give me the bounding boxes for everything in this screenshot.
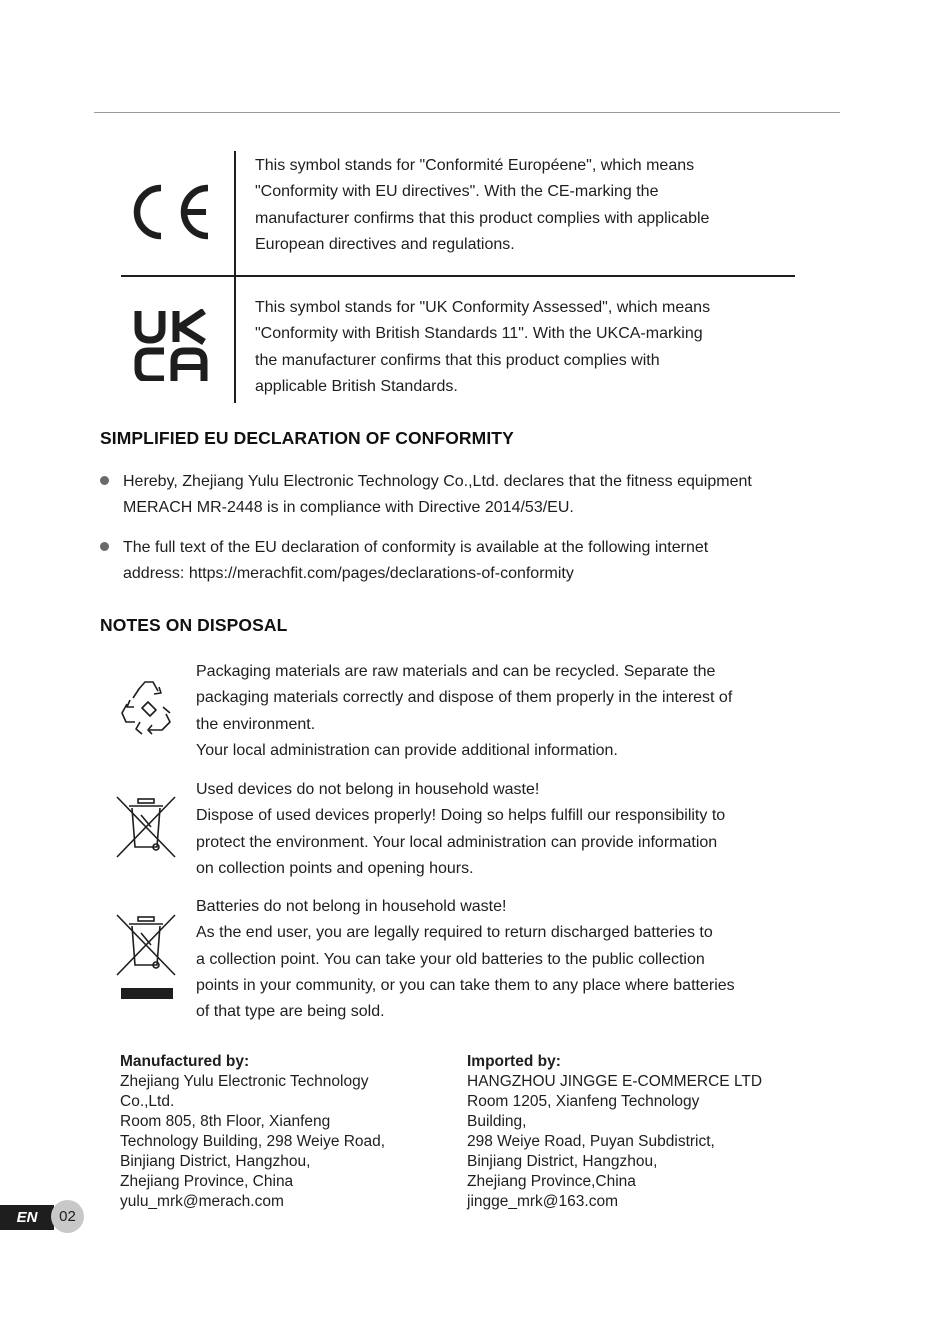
crossed-bin-battery-icon (115, 913, 177, 977)
note-line: protect the environment. Your local administration can provide information (196, 833, 718, 851)
table-horizontal-divider (121, 275, 795, 277)
note-line: a collection point. You can take your old batteries to the public collection (196, 950, 705, 968)
ce-description (255, 153, 815, 258)
bullet-line: The full text of the EU declaration of conformity is available at the following internet (123, 539, 709, 556)
importer-email: jingge_mrk@163.com (467, 1193, 618, 1210)
address-line: Zhejiang Province, China (120, 1173, 294, 1190)
ukca-description-line: This symbol stands for "UK Conformity Assessed", which means (255, 299, 711, 316)
manufacturer-address (120, 1052, 385, 1212)
recycling-note (196, 659, 732, 764)
address-line: Technology Building, 298 Weiye Road, (120, 1133, 386, 1150)
ce-description-line: This symbol stands for "Conformité Européene", which means (255, 157, 695, 174)
note-line: Your local administration can provide additional information. (196, 741, 618, 759)
ce-description-line: "Conformity with EU directives". With the CE-marking the (255, 183, 659, 201)
address-line: HANGZHOU JINGGE E-COMMERCE LTD (467, 1073, 763, 1090)
crossed-bin-icon (115, 795, 177, 859)
disposal-title: NOTES ON DISPOSAL (100, 615, 288, 635)
note-line: of that type are being sold. (196, 1003, 385, 1021)
note-line: As the end user, you are legally required to return discharged batteries to (196, 924, 713, 942)
ukca-description-line: applicable British Standards. (255, 377, 458, 395)
bullet-line: address: https://merachfit.com/pages/declarations-of-conformity (123, 565, 574, 583)
note-line: on collection points and opening hours. (196, 859, 474, 877)
table-vertical-divider (234, 151, 236, 403)
ce-mark-icon (128, 182, 212, 242)
note-line: points in your community, or you can take them to any place where batteries (196, 976, 735, 994)
battery-disposal-note (196, 894, 735, 1025)
address-line: Co.,Ltd. (120, 1093, 175, 1110)
ukca-description-line: the manufacturer confirms that this product complies with (255, 351, 660, 369)
note-line: Batteries do not belong in household waste! (196, 898, 507, 915)
address-line: 298 Weiye Road, Puyan Subdistrict, (467, 1133, 715, 1150)
language-tab: EN (0, 1205, 54, 1230)
address-line: Zhejiang Yulu Electronic Technology (120, 1073, 369, 1090)
bullet-line: MERACH MR-2448 is in compliance with Directive 2014/53/EU. (123, 499, 574, 517)
ce-description-line: manufacturer confirms that this product complies with applicable (255, 209, 710, 227)
ce-description-line: European directives and regulations. (255, 235, 515, 253)
bullet-text (123, 535, 708, 588)
declaration-title: SIMPLIFIED EU DECLARATION OF CONFORMITY (100, 428, 514, 448)
battery-bar-icon (121, 988, 173, 999)
note-line: Used devices do not belong in household waste! (196, 781, 540, 798)
address-line: Room 805, 8th Floor, Xianfeng (120, 1113, 331, 1130)
ukca-description-line: "Conformity with British Standards 11". With the UKCA-marking (255, 325, 703, 343)
address-line: Room 1205, Xianfeng Technology (467, 1093, 700, 1110)
ukca-mark-icon (134, 309, 208, 381)
bullet-dot (100, 542, 109, 551)
note-line: Dispose of used devices properly! Doing so helps fulfill our responsibility to (196, 807, 726, 825)
address-line: Binjiang District, Hangzhou, (467, 1153, 658, 1170)
importer-heading: Imported by: (467, 1053, 561, 1070)
address-line: Building, (467, 1113, 527, 1130)
note-line: packaging materials correctly and dispose of them properly in the interest of (196, 689, 733, 707)
ukca-description (255, 295, 815, 400)
bullet-line: Hereby, Zhejiang Yulu Electronic Technology Co.,Ltd. declares that the fitness equipment (123, 473, 752, 490)
top-divider (94, 112, 840, 113)
recycle-icon (118, 680, 176, 736)
importer-address (467, 1052, 762, 1212)
manufacturer-email: yulu_mrk@merach.com (120, 1193, 284, 1210)
note-line: the environment. (196, 715, 316, 733)
device-disposal-note (196, 777, 725, 882)
page-number: 02 (51, 1200, 84, 1233)
address-line: Binjiang District, Hangzhou, (120, 1153, 311, 1170)
bullet-text (123, 469, 752, 522)
bullet-dot (100, 476, 109, 485)
address-line: Zhejiang Province,China (467, 1173, 636, 1190)
note-line: Packaging materials are raw materials and can be recycled. Separate the (196, 663, 716, 680)
manufacturer-heading: Manufactured by: (120, 1053, 250, 1070)
